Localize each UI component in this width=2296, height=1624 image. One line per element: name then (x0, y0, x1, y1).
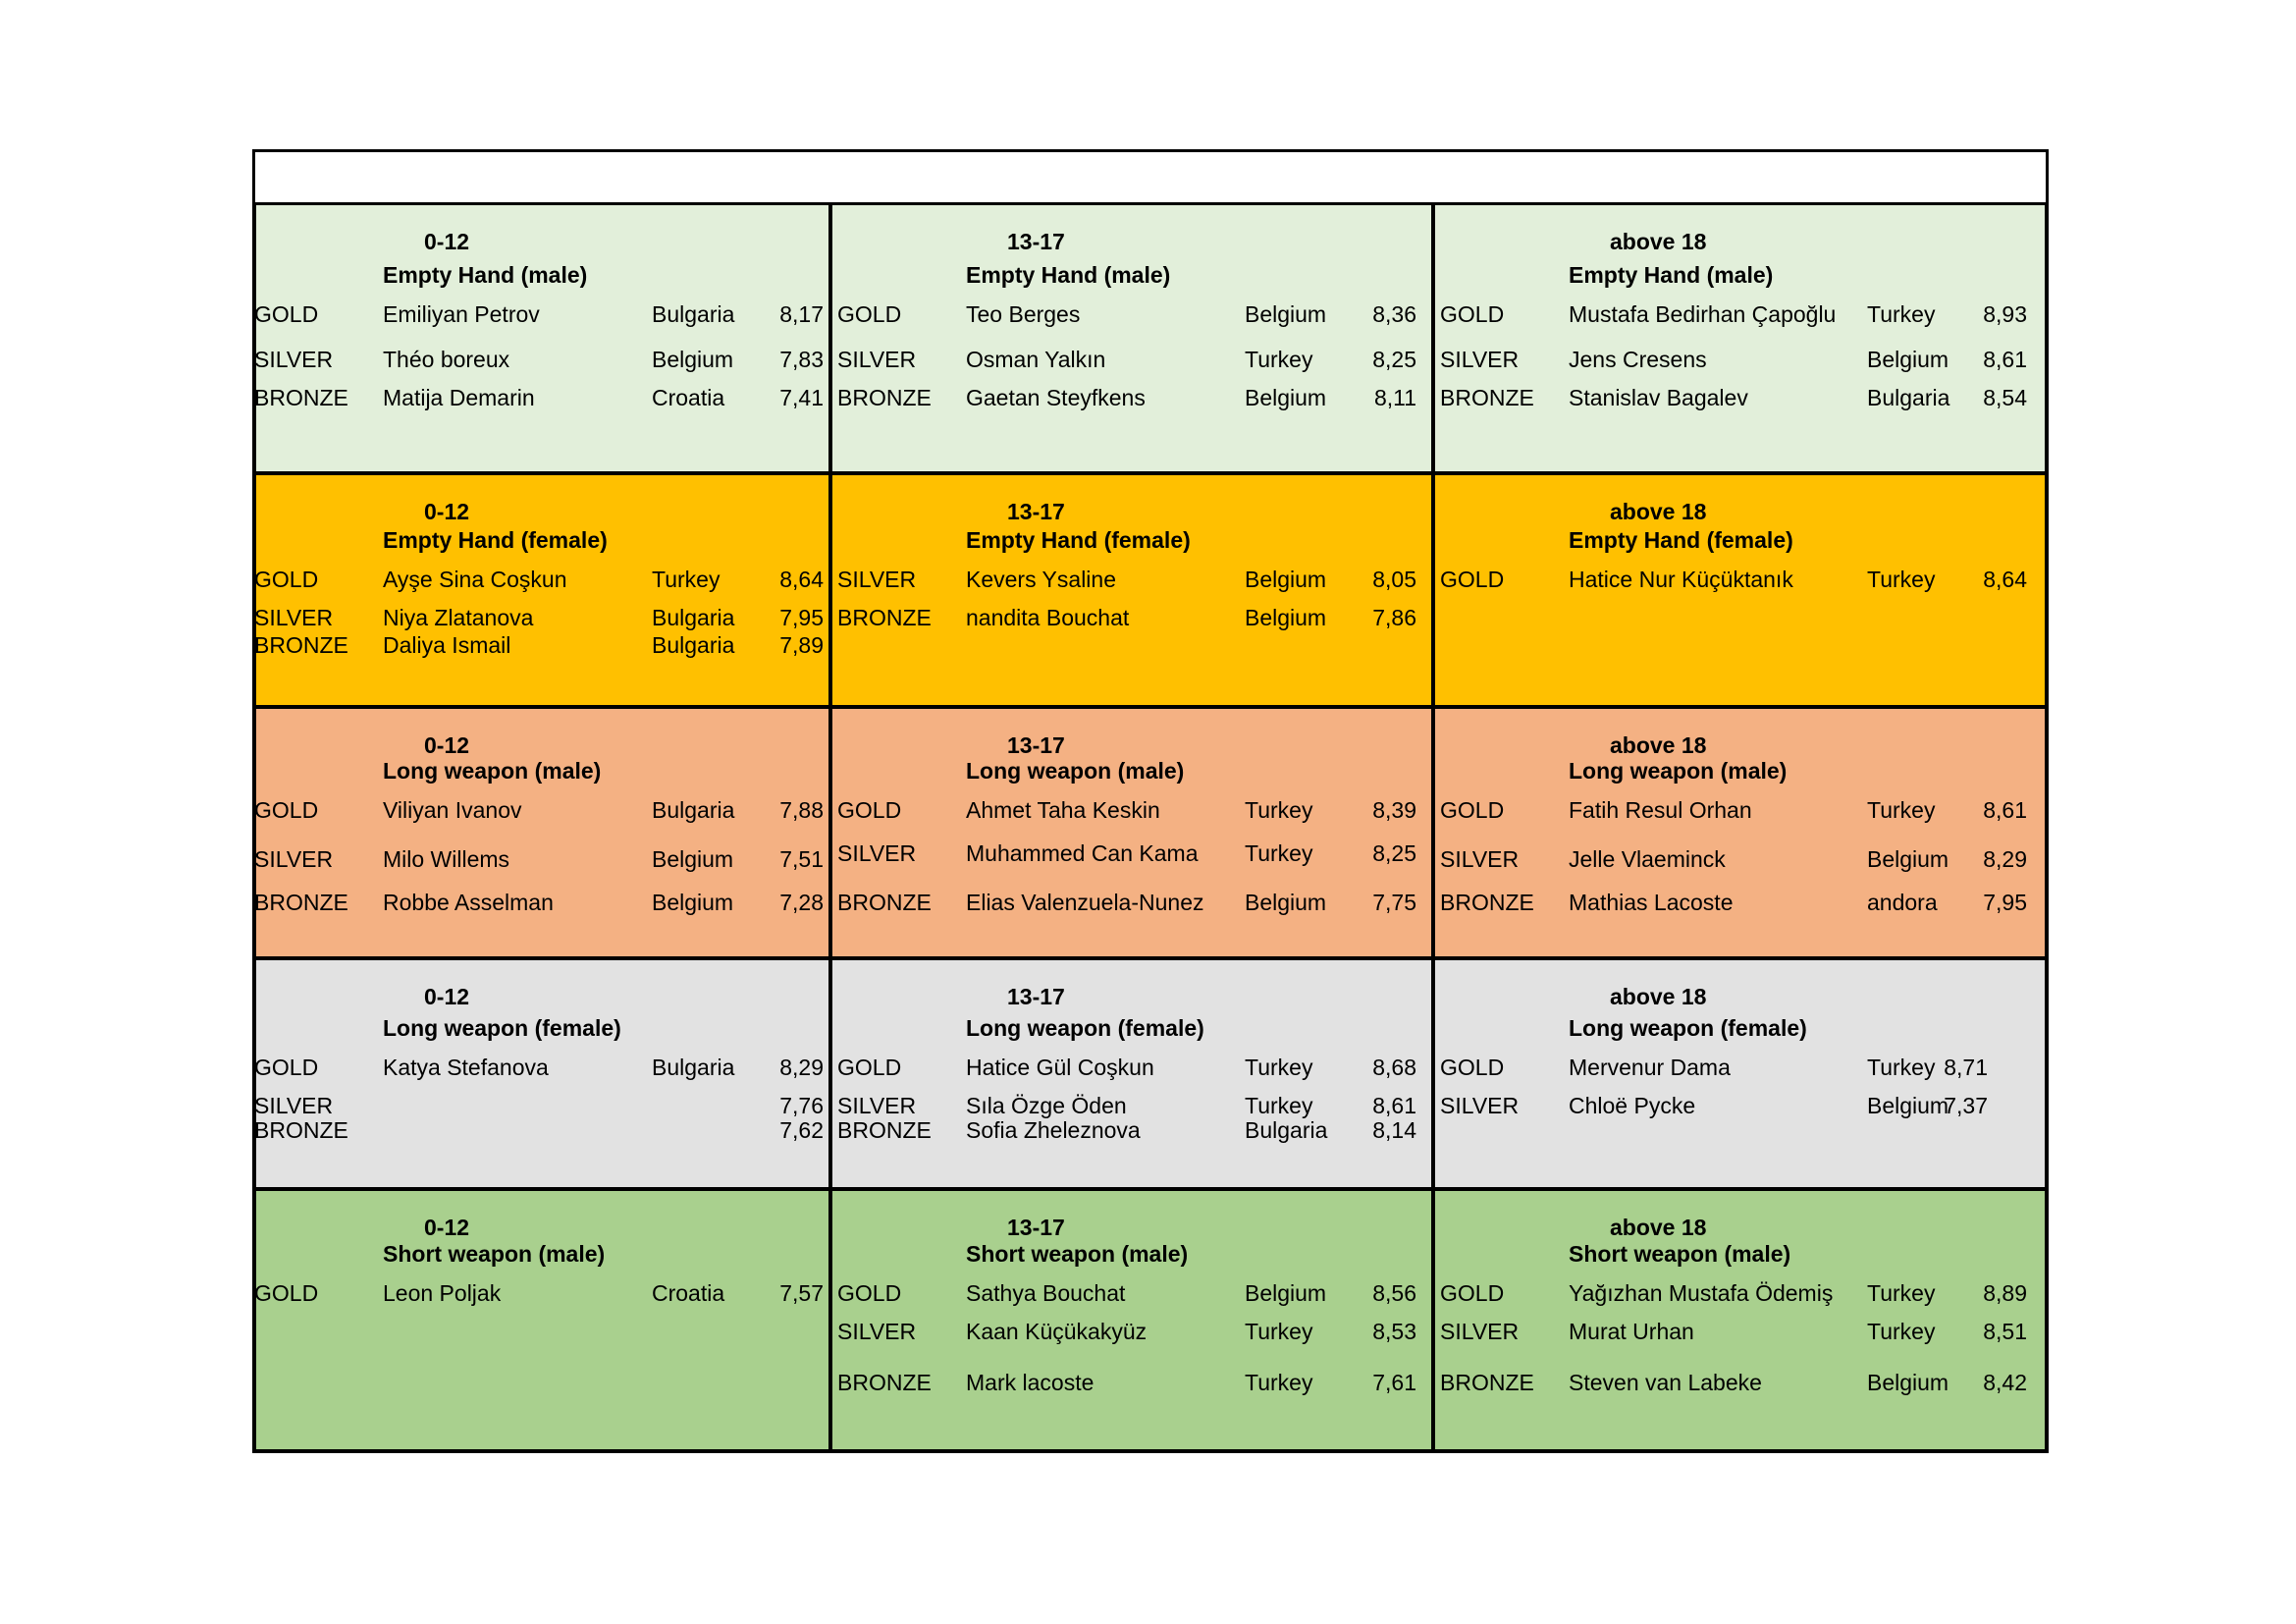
score-value: 8,68 (1372, 1055, 1416, 1080)
section-band (252, 1191, 2049, 1453)
score-value: 8,61 (1983, 347, 2027, 372)
score-value: 8,61 (1983, 797, 2027, 823)
country-name: Belgium (1867, 1093, 1949, 1118)
score-value: 8,36 (1372, 301, 1416, 327)
athlete-name: Elias Valenzuela-Nunez (966, 890, 1204, 915)
athlete-name: Steven van Labeke (1569, 1370, 1762, 1395)
score-value: 8,42 (1983, 1370, 2027, 1395)
score-value: 7,41 (779, 385, 824, 410)
score-value: 8,05 (1372, 567, 1416, 592)
score-value: 7,86 (1372, 605, 1416, 630)
score-value: 7,61 (1372, 1370, 1416, 1395)
age-group-label: 0-12 (424, 229, 470, 254)
age-group-label: 0-12 (424, 1215, 470, 1240)
country-name: Belgium (1245, 567, 1327, 592)
athlete-name: Mark lacoste (966, 1370, 1095, 1395)
medal-label: BRONZE (837, 1370, 932, 1395)
score-value: 7,57 (779, 1280, 824, 1306)
country-name: Belgium (652, 890, 734, 915)
score-value: 7,89 (779, 632, 824, 658)
score-value: 8,89 (1983, 1280, 2027, 1306)
athlete-name: Jens Cresens (1569, 347, 1707, 372)
event-label: Empty Hand (female) (383, 527, 608, 553)
athlete-name: Katya Stefanova (383, 1055, 549, 1080)
medal-label: BRONZE (1440, 1370, 1534, 1395)
medal-label: GOLD (837, 797, 902, 823)
age-group-label: above 18 (1610, 732, 1707, 758)
event-label: Empty Hand (male) (966, 262, 1171, 288)
section-band (252, 960, 2049, 1191)
age-group-cell (1438, 960, 2053, 1187)
medal-label: SILVER (1440, 347, 1520, 372)
age-group-cell (252, 205, 831, 471)
athlete-name: Robbe Asselman (383, 890, 554, 915)
medal-label: SILVER (837, 1093, 917, 1118)
age-group-cell (252, 960, 831, 1187)
athlete-name: Chloë Pycke (1569, 1093, 1696, 1118)
medal-label: BRONZE (1440, 385, 1534, 410)
medal-label: SILVER (1440, 1319, 1520, 1344)
score-value: 7,88 (779, 797, 824, 823)
country-name: Bulgaria (652, 797, 735, 823)
score-value: 7,62 (779, 1117, 824, 1143)
event-label: Long weapon (female) (383, 1015, 621, 1041)
athlete-name: Stanislav Bagalev (1569, 385, 1748, 410)
age-group-cell (1438, 475, 2053, 705)
medal-label: SILVER (837, 840, 917, 866)
medal-label: GOLD (254, 1280, 319, 1306)
age-group-cell (1438, 709, 2053, 956)
medal-label: GOLD (1440, 1280, 1505, 1306)
medal-label: BRONZE (837, 605, 932, 630)
country-name: Croatia (652, 385, 725, 410)
event-label: Long weapon (male) (966, 758, 1185, 784)
title-bar (252, 149, 2049, 205)
medal-label: SILVER (254, 1093, 334, 1118)
athlete-name: Emiliyan Petrov (383, 301, 540, 327)
country-name: Turkey (1245, 1319, 1313, 1344)
athlete-name: Mathias Lacoste (1569, 890, 1734, 915)
results-sheet (252, 149, 2049, 1453)
country-name: Belgium (1245, 605, 1327, 630)
medal-label: SILVER (837, 1319, 917, 1344)
country-name: Turkey (1867, 567, 1936, 592)
country-name: Belgium (1867, 846, 1949, 872)
section-band (252, 475, 2049, 709)
athlete-name: Théo boreux (383, 347, 510, 372)
event-label: Short weapon (male) (1569, 1241, 1791, 1267)
score-value: 8,61 (1372, 1093, 1416, 1118)
age-group-label: 0-12 (424, 499, 470, 524)
athlete-name: nandita Bouchat (966, 605, 1130, 630)
age-group-label: 13-17 (1007, 1215, 1065, 1240)
score-value: 7,83 (779, 347, 824, 372)
country-name: Turkey (1867, 1055, 1936, 1080)
event-label: Short weapon (male) (383, 1241, 606, 1267)
athlete-name: Yağızhan Mustafa Ödemiş (1569, 1280, 1834, 1306)
country-name: Bulgaria (652, 632, 735, 658)
age-group-cell (252, 1191, 831, 1449)
score-value: 8,11 (1373, 385, 1416, 410)
medal-label: SILVER (1440, 846, 1520, 872)
age-group-cell (835, 709, 1438, 956)
score-value: 8,17 (779, 301, 824, 327)
athlete-name: Kevers Ysaline (966, 567, 1116, 592)
medal-label: BRONZE (837, 1117, 932, 1143)
country-name: Belgium (1245, 385, 1327, 410)
athlete-name: Leon Poljak (383, 1280, 502, 1306)
age-group-label: 13-17 (1007, 229, 1065, 254)
athlete-name: Milo Willems (383, 846, 510, 872)
score-value: 8,53 (1372, 1319, 1416, 1344)
event-label: Empty Hand (male) (1569, 262, 1774, 288)
event-label: Empty Hand (female) (966, 527, 1191, 553)
score-value: 8,54 (1983, 385, 2027, 410)
event-label: Long weapon (female) (1569, 1015, 1807, 1041)
medal-label: GOLD (1440, 797, 1505, 823)
athlete-name: Teo Berges (966, 301, 1081, 327)
medal-label: SILVER (1440, 1093, 1520, 1118)
country-name: Bulgaria (652, 605, 735, 630)
event-label: Short weapon (male) (966, 1241, 1189, 1267)
athlete-name: Murat Urhan (1569, 1319, 1694, 1344)
athlete-name: Matija Demarin (383, 385, 535, 410)
athlete-name: Ayşe Sina Coşkun (383, 567, 567, 592)
age-group-cell (1438, 1191, 2053, 1449)
medal-label: BRONZE (837, 385, 932, 410)
country-name: Bulgaria (652, 301, 735, 327)
score-value: 8,51 (1983, 1319, 2027, 1344)
country-name: andora (1867, 890, 1938, 915)
age-group-label: above 18 (1610, 499, 1707, 524)
age-group-label: above 18 (1610, 229, 1707, 254)
score-value: 8,64 (779, 567, 824, 592)
country-name: Belgium (1245, 890, 1327, 915)
country-name: Belgium (1245, 1280, 1327, 1306)
section-band (252, 205, 2049, 475)
score-value: 7,95 (1983, 890, 2027, 915)
country-name: Turkey (652, 567, 721, 592)
event-label: Long weapon (male) (1569, 758, 1788, 784)
athlete-name: Hatice Nur Küçüktanık (1569, 567, 1793, 592)
medal-label: SILVER (254, 846, 334, 872)
event-label: Empty Hand (female) (1569, 527, 1793, 553)
athlete-name: Kaan Küçükakyüz (966, 1319, 1148, 1344)
country-name: Turkey (1245, 797, 1313, 823)
medal-label: GOLD (254, 567, 319, 592)
country-name: Belgium (652, 347, 734, 372)
medal-label: BRONZE (837, 890, 932, 915)
age-group-cell (835, 475, 1438, 705)
event-label: Long weapon (female) (966, 1015, 1204, 1041)
country-name: Belgium (1867, 1370, 1949, 1395)
age-group-label: above 18 (1610, 984, 1707, 1009)
score-value: 7,37 (1944, 1093, 1988, 1118)
medal-label: GOLD (1440, 1055, 1505, 1080)
medal-label: GOLD (254, 301, 319, 327)
athlete-name: Mustafa Bedirhan Çapoğlu (1569, 301, 1837, 327)
athlete-name: Daliya Ismail (383, 632, 511, 658)
athlete-name: Sathya Bouchat (966, 1280, 1126, 1306)
athlete-name: Osman Yalkın (966, 347, 1106, 372)
score-value: 7,51 (779, 846, 824, 872)
medal-label: BRONZE (254, 632, 348, 658)
score-value: 7,95 (779, 605, 824, 630)
score-value: 8,25 (1372, 840, 1416, 866)
medal-label: GOLD (837, 301, 902, 327)
score-value: 8,25 (1372, 347, 1416, 372)
athlete-name: Fatih Resul Orhan (1569, 797, 1752, 823)
age-group-cell (835, 205, 1438, 471)
medal-label: BRONZE (1440, 890, 1534, 915)
athlete-name: Sıla Özge Öden (966, 1093, 1127, 1118)
athlete-name: Muhammed Can Kama (966, 840, 1199, 866)
section-band (252, 709, 2049, 960)
score-value: 8,39 (1372, 797, 1416, 823)
medal-label: SILVER (837, 347, 917, 372)
score-value: 8,64 (1983, 567, 2027, 592)
medal-label: BRONZE (254, 1117, 348, 1143)
country-name: Belgium (652, 846, 734, 872)
age-group-label: 0-12 (424, 732, 470, 758)
country-name: Turkey (1245, 840, 1313, 866)
event-label: Long weapon (male) (383, 758, 602, 784)
country-name: Belgium (1867, 347, 1949, 372)
country-name: Bulgaria (652, 1055, 735, 1080)
score-value: 8,29 (1983, 846, 2027, 872)
athlete-name: Viliyan Ivanov (383, 797, 522, 823)
country-name: Bulgaria (1245, 1117, 1328, 1143)
age-group-label: 13-17 (1007, 732, 1065, 758)
age-group-label: above 18 (1610, 1215, 1707, 1240)
age-group-label: 13-17 (1007, 984, 1065, 1009)
country-name: Croatia (652, 1280, 725, 1306)
medal-label: GOLD (1440, 301, 1505, 327)
country-name: Turkey (1245, 347, 1313, 372)
age-group-cell (835, 1191, 1438, 1449)
athlete-name: Sofia Zheleznova (966, 1117, 1141, 1143)
age-group-cell (835, 960, 1438, 1187)
score-value: 8,14 (1372, 1117, 1416, 1143)
medal-label: BRONZE (254, 385, 348, 410)
medal-label: SILVER (254, 347, 334, 372)
athlete-name: Gaetan Steyfkens (966, 385, 1146, 410)
medal-label: GOLD (254, 797, 319, 823)
athlete-name: Niya Zlatanova (383, 605, 534, 630)
country-name: Turkey (1867, 1280, 1936, 1306)
age-group-label: 0-12 (424, 984, 470, 1009)
country-name: Turkey (1867, 1319, 1936, 1344)
country-name: Turkey (1867, 797, 1936, 823)
medal-label: SILVER (837, 567, 917, 592)
athlete-name: Ahmet Taha Keskin (966, 797, 1160, 823)
score-value: 7,75 (1372, 890, 1416, 915)
country-name: Turkey (1245, 1370, 1313, 1395)
age-group-cell (252, 475, 831, 705)
score-value: 8,93 (1983, 301, 2027, 327)
athlete-name: Jelle Vlaeminck (1569, 846, 1726, 872)
medal-label: GOLD (1440, 567, 1505, 592)
score-value: 8,56 (1372, 1280, 1416, 1306)
score-value: 8,29 (779, 1055, 824, 1080)
event-label: Empty Hand (male) (383, 262, 588, 288)
country-name: Bulgaria (1867, 385, 1950, 410)
age-group-cell (252, 709, 831, 956)
age-group-cell (1438, 205, 2053, 471)
country-name: Turkey (1245, 1055, 1313, 1080)
medal-label: GOLD (837, 1280, 902, 1306)
score-value: 7,76 (779, 1093, 824, 1118)
country-name: Turkey (1245, 1093, 1313, 1118)
athlete-name: Mervenur Dama (1569, 1055, 1731, 1080)
medal-label: GOLD (837, 1055, 902, 1080)
athlete-name: Hatice Gül Coşkun (966, 1055, 1154, 1080)
medal-label: BRONZE (254, 890, 348, 915)
age-group-label: 13-17 (1007, 499, 1065, 524)
score-value: 8,71 (1944, 1055, 1988, 1080)
country-name: Belgium (1245, 301, 1327, 327)
medal-label: SILVER (254, 605, 334, 630)
medal-label: GOLD (254, 1055, 319, 1080)
country-name: Turkey (1867, 301, 1936, 327)
score-value: 7,28 (779, 890, 824, 915)
